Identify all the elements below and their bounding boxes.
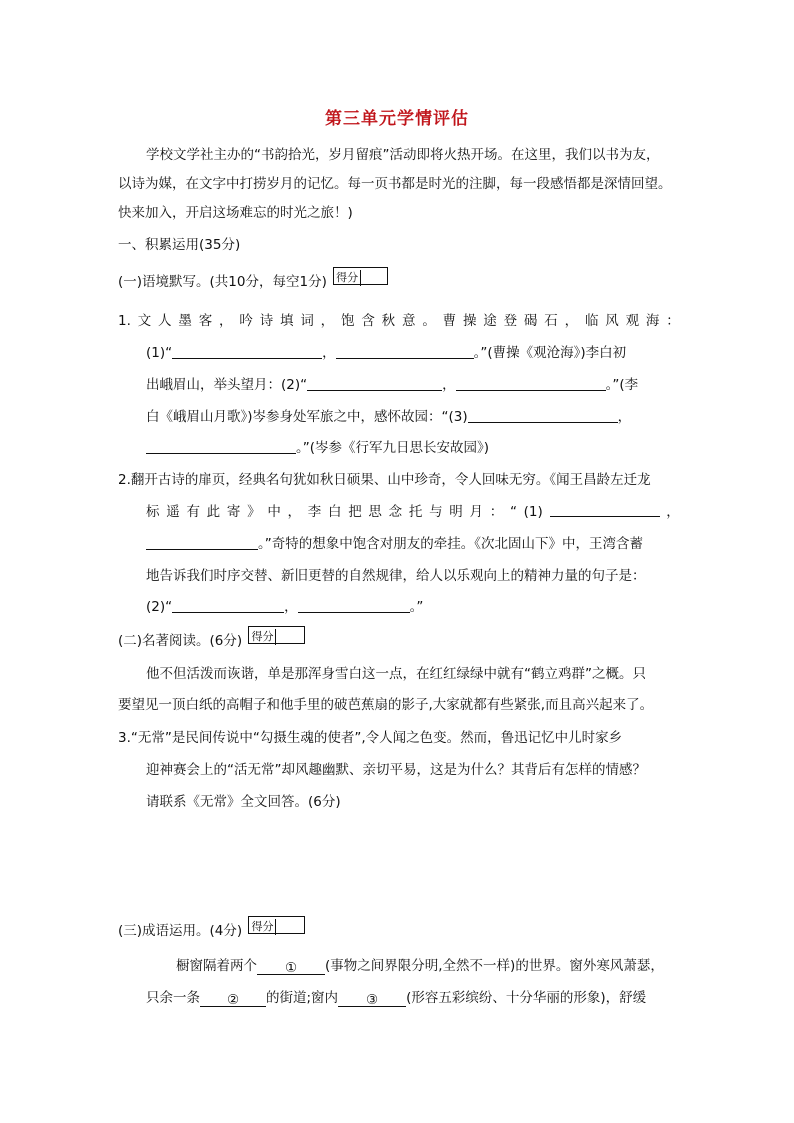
q2-char: 标 — [146, 504, 160, 520]
q1-char: 碣 — [523, 313, 538, 329]
q3-line-3: 请联系《无常》全文回答。(6分) — [146, 794, 341, 810]
sec3-heading-text: (三)成语运用。(4分) — [118, 923, 243, 939]
score-box[interactable] — [333, 267, 388, 285]
q1-char: 登 — [503, 313, 518, 329]
q2-char: 寄 — [226, 504, 241, 520]
q1-char: 词 — [300, 313, 314, 329]
intro-line-3: 快来加入，开启这场难忘的时光之旅！) — [118, 205, 353, 221]
q1-char: 意 — [401, 313, 416, 329]
q2-char: 月 — [469, 504, 483, 520]
answer-blank-3[interactable]: ③ — [338, 990, 406, 1007]
score-input[interactable] — [276, 627, 304, 643]
q2-char: ， — [666, 504, 680, 520]
q3-line-2: 迎神赛会上的“活无常”却风趣幽默、亲切平易，这是为什么？其背后有怎样的情感？ — [146, 762, 646, 778]
q1-char: 吟 — [239, 313, 253, 329]
q1-text: 。”(曹操《观沧海》)李白初 — [473, 345, 627, 361]
q1-text: 。”(李 — [605, 377, 639, 393]
q1-char: 客 — [198, 313, 213, 329]
q2-text: ， — [284, 599, 298, 615]
q2-line-4: 地告诉我们时序交替、新旧更替的自然规律，给人以乐观向上的精神力量的句子是： — [146, 568, 646, 584]
score-input[interactable] — [361, 268, 387, 284]
q2-char: 遥 — [166, 504, 180, 520]
q1-text: ， — [442, 377, 456, 393]
q2-line-2 — [146, 502, 680, 522]
q1-text: (1)“ — [146, 345, 173, 361]
q2-line-1: 2.翻开古诗的扉页，经典名句犹如秋日硕果、山中珍奇，令人回味无穷。《闻王昌龄左迁龙 — [118, 472, 651, 488]
q2-char: 明 — [449, 504, 463, 520]
q1-char: ， — [564, 313, 579, 329]
answer-blank-1[interactable]: ① — [257, 958, 325, 975]
q1-text: 出峨眉山，举头望月：(2)“ — [146, 377, 308, 393]
q1-char: 诗 — [259, 313, 274, 329]
q1-char: 墨 — [178, 313, 192, 329]
q2-char: 思 — [368, 504, 382, 520]
q2-text: (2)“ — [146, 599, 173, 615]
q2-char: 念 — [388, 504, 403, 520]
q2-char: 托 — [408, 504, 423, 520]
score-label: 得分 — [249, 629, 276, 645]
intro-line-2: 以诗为媒，在文字中打捞岁月的记忆。每一页书都是时光的注脚，每一段感悟都是深情回望。 — [118, 176, 672, 192]
page-title: 第三单元学情评估 — [325, 109, 469, 129]
answer-blank[interactable] — [172, 598, 284, 613]
q2-char: 白 — [327, 504, 342, 520]
q1-line-2 — [146, 343, 626, 363]
answer-blank[interactable] — [307, 376, 442, 391]
q1-char: 观 — [625, 313, 640, 329]
score-label: 得分 — [249, 919, 276, 935]
sec3-line-1 — [176, 956, 664, 976]
q1-char: ： — [666, 313, 680, 329]
q1-char: ， — [320, 313, 335, 329]
sec2-passage-1: 他不但活泼而诙谐，单是那浑身雪白这一点，在红红绿绿中就有“鹤立鸡群”之概。只 — [146, 666, 646, 682]
q3-line-1: 3.“无常”是民间传说中“勾摄生魂的使者”,令人闻之色变。然而，鲁迅记忆中儿时家乡 — [118, 730, 623, 746]
q2-text: 。”奇特的想象中饱含对朋友的牵挂。《次北固山下》中，王湾含蓄 — [258, 536, 643, 552]
score-box[interactable] — [248, 626, 305, 644]
q1-char: ， — [219, 313, 233, 329]
q2-char: ： — [489, 504, 504, 520]
answer-blank[interactable] — [550, 502, 660, 517]
q1-line-4 — [146, 407, 631, 427]
q2-char: “ — [509, 504, 517, 520]
sec3-heading — [118, 921, 305, 941]
q1-char: 曹 — [442, 313, 457, 329]
sec2-heading — [118, 631, 305, 651]
q2-char: 此 — [206, 504, 221, 520]
q2-char: (1) — [523, 504, 543, 520]
answer-blank[interactable] — [468, 408, 618, 423]
answer-blank[interactable] — [298, 598, 410, 613]
q2-line-3 — [146, 534, 643, 554]
q1-line-3 — [146, 375, 638, 395]
q2-char: 有 — [186, 504, 200, 520]
q1-char: 秋 — [381, 313, 396, 329]
sec3-text: 橱窗隔着两个 — [176, 958, 257, 974]
answer-blank[interactable] — [336, 344, 474, 359]
q1-char: 文 — [137, 313, 152, 329]
part1-heading: 一、积累运用(35分) — [118, 237, 241, 253]
q2-line-5 — [146, 597, 423, 617]
sec3-text: (形容五彩缤纷、十分华丽的形象)，舒缓 — [406, 990, 647, 1006]
q2-char: ， — [287, 504, 302, 520]
answer-blank[interactable] — [146, 439, 296, 454]
intro-line-1: 学校文学社主办的“书韵拾光，岁月留痕”活动即将火热开场。在这里，我们以书为友， — [146, 147, 660, 163]
q1-char: 海 — [645, 313, 660, 329]
q1-char: 临 — [584, 313, 599, 329]
q1-char: 途 — [483, 313, 497, 329]
sec3-text: 只余一条 — [146, 990, 200, 1006]
q1-char: 操 — [462, 313, 477, 329]
q2-char: 李 — [307, 504, 322, 520]
q2-char: 与 — [429, 504, 443, 520]
q1-text: 白《峨眉山月歌》)岑参身处军旅之中，感怀故园：“(3) — [146, 409, 468, 425]
q1-char: 饱 — [341, 313, 355, 329]
sec3-text: 的街道;窗内 — [266, 990, 339, 1006]
q1-line-1 — [118, 311, 680, 331]
q1-char: 人 — [158, 313, 172, 329]
q2-text: 。” — [409, 599, 424, 615]
q1-text: ， — [617, 409, 632, 425]
sec3-text: (事物之间界限分明,全然不一样)的世界。窗外寒风萧瑟， — [325, 958, 664, 974]
sec1-heading-text: (一)语境默写。(共10分，每空1分) — [118, 274, 327, 290]
q1-char: 含 — [361, 313, 375, 329]
answer-blank[interactable] — [456, 376, 606, 391]
q2-char: 把 — [348, 504, 362, 520]
score-box[interactable] — [248, 916, 305, 934]
q1-char: 石 — [544, 313, 558, 329]
q1-char: 1. — [118, 313, 131, 329]
sec2-heading-text: (二)名著阅读。(6分) — [118, 633, 243, 649]
q1-text: 。”(岑参《行军九日思长安故园》) — [296, 440, 490, 456]
answer-blank[interactable] — [146, 535, 258, 550]
q1-char: 风 — [605, 313, 619, 329]
q1-line-5 — [146, 438, 489, 458]
answer-blank-2[interactable]: ② — [200, 990, 266, 1007]
q2-char: 中 — [267, 504, 281, 520]
sec1-heading — [118, 272, 388, 292]
q1-char: 。 — [422, 313, 436, 329]
q1-text: ， — [322, 345, 336, 361]
q1-char: 填 — [280, 313, 294, 329]
sec2-passage-2: 要望见一顶白纸的高帽子和他手里的破芭蕉扇的影子,大家就都有些紧张,而且高兴起来了。 — [118, 697, 654, 713]
score-input[interactable] — [276, 917, 304, 933]
q2-char: 》 — [247, 504, 261, 520]
answer-blank[interactable] — [172, 344, 322, 359]
sec3-line-2 — [146, 988, 646, 1008]
score-label: 得分 — [334, 270, 361, 286]
